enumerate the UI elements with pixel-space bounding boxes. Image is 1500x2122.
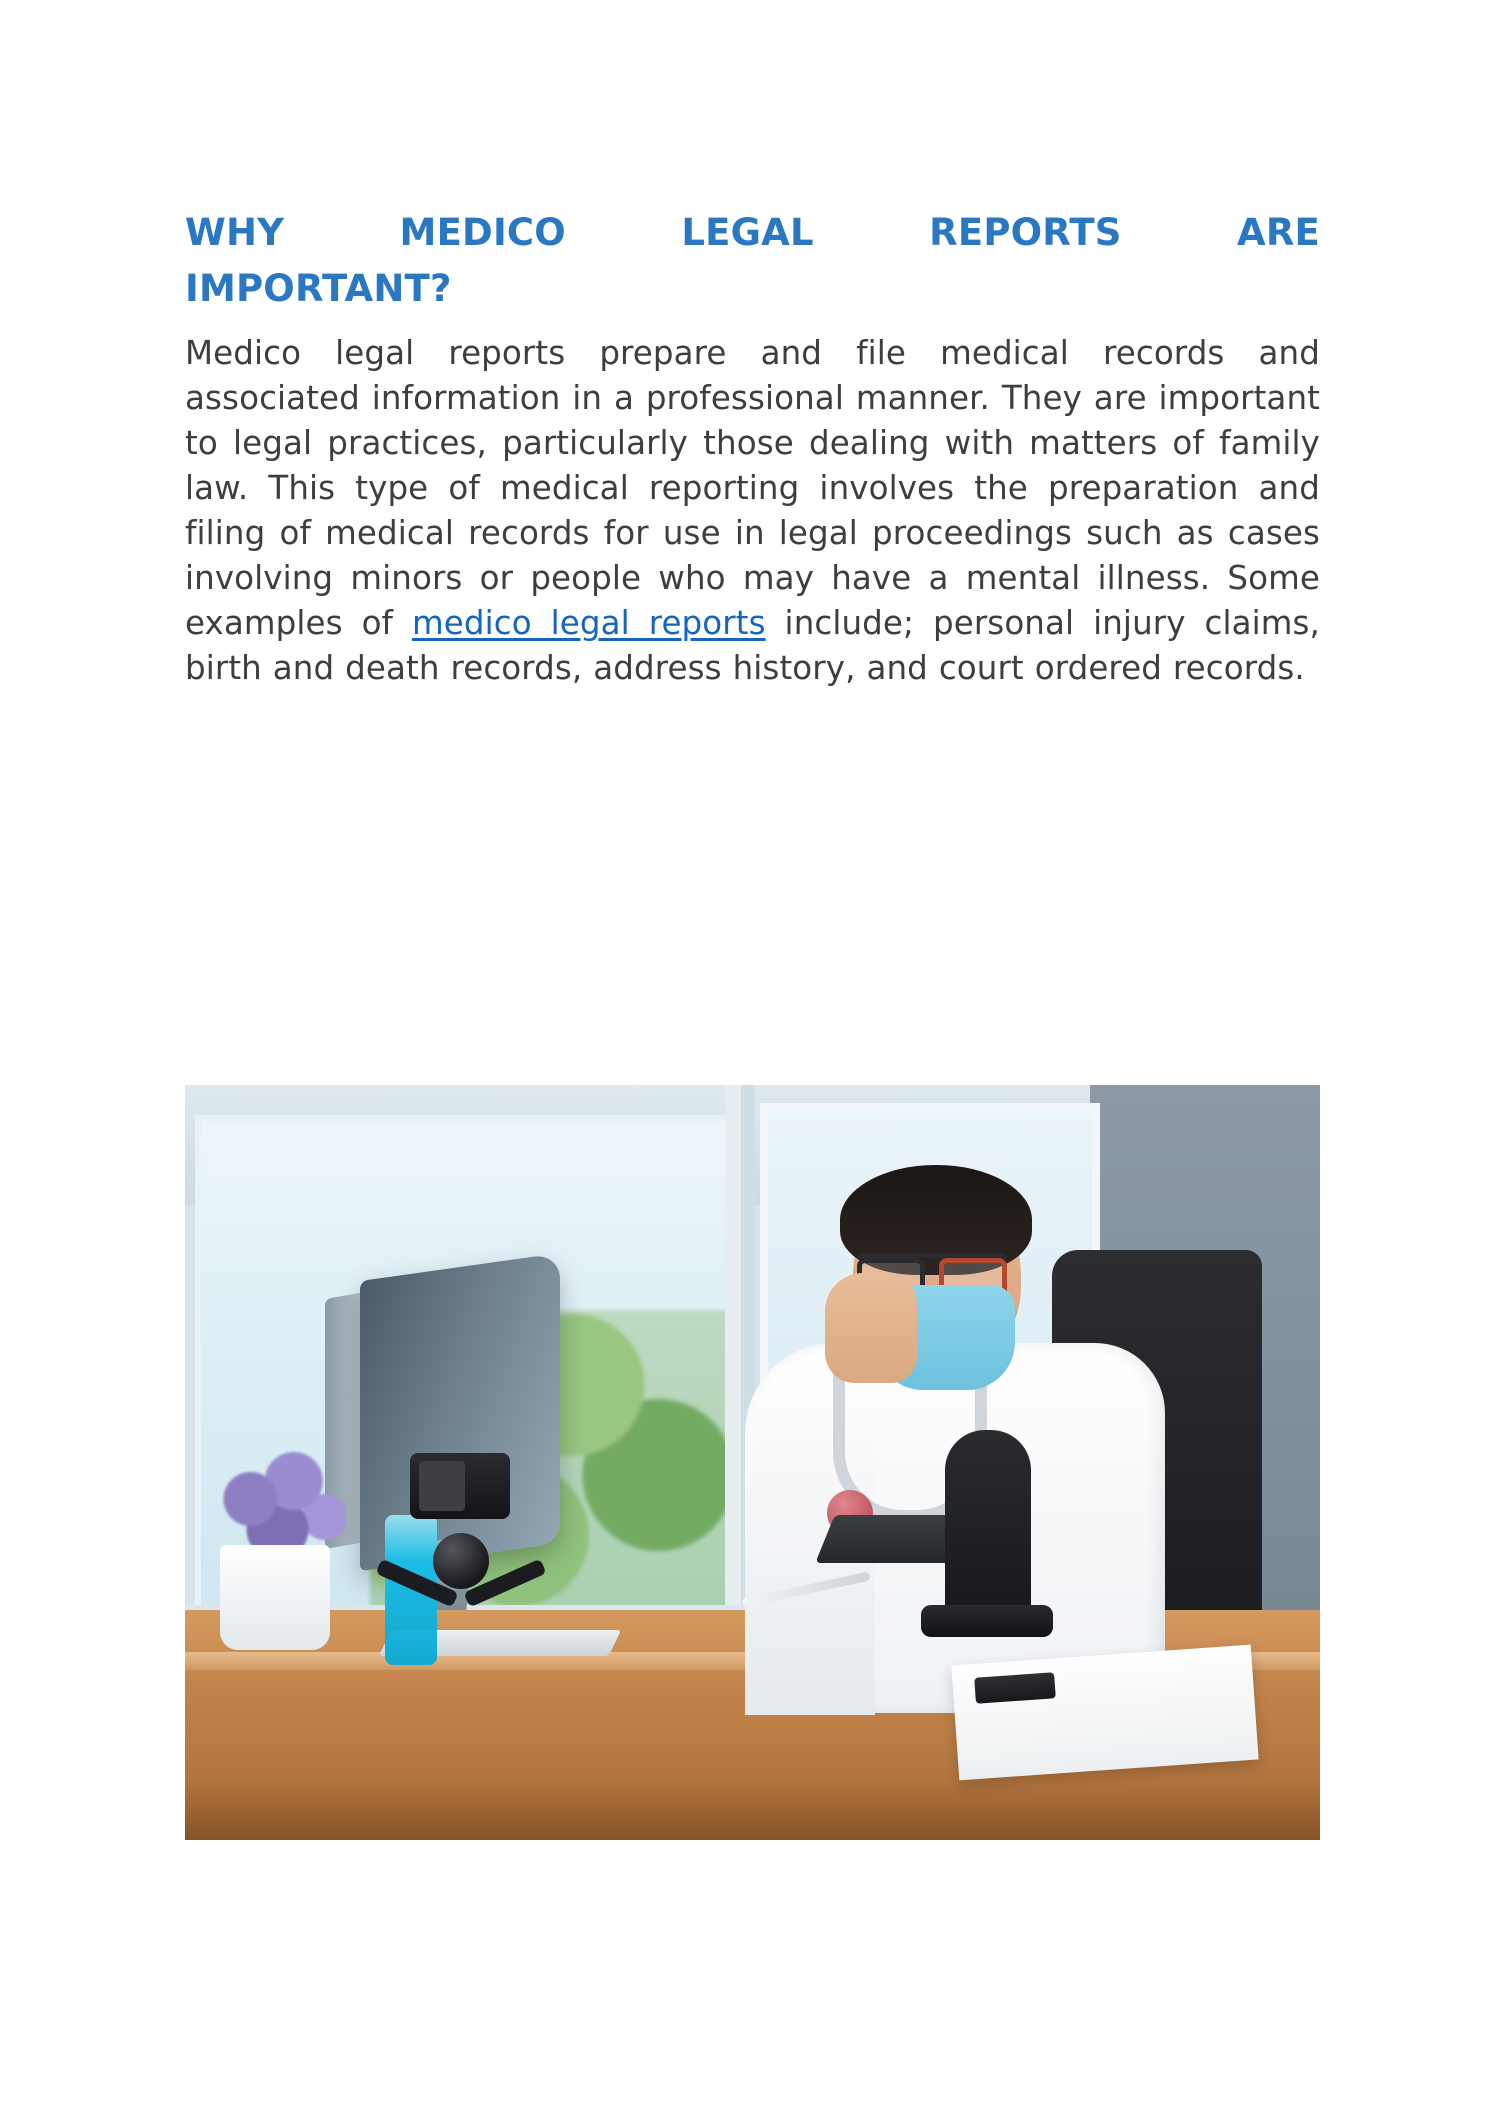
page-title <box>185 205 1320 317</box>
tripod-ball-head <box>433 1533 489 1589</box>
desk-shadow <box>185 1780 1320 1840</box>
microphone <box>945 1430 1031 1620</box>
clipboard-clip <box>974 1672 1056 1704</box>
paragraph-text-before-link: Medico legal reports prepare and file medical records and associated information in a professional manner. They are important to legal practices, particularly those dealing with matters of family law. This type of medical reporting involves the preparation and filing of medical records for use in legal proceedings such as cases involving minors or people who may have a mental illness. Some examples of <box>185 334 1320 643</box>
photo-composition <box>185 1085 1320 1840</box>
paragraph-text-after-link: include; personal injury claims, birth and death records, address history, and court ordered records. <box>185 604 1320 688</box>
article-content <box>185 205 1320 691</box>
page-title-line-2: IMPORTANT? <box>185 267 452 311</box>
doctor-at-desk-photo <box>185 1085 1320 1840</box>
phone-screen <box>419 1461 465 1511</box>
medico-legal-reports-link[interactable]: medico legal reports <box>412 604 766 643</box>
page-title-line-1: WHY MEDICO LEGAL REPORTS ARE <box>185 211 1320 254</box>
body-paragraph <box>185 331 1320 691</box>
microphone-base <box>921 1605 1053 1637</box>
clipboard-with-paper <box>951 1645 1258 1781</box>
doctor-hand <box>825 1273 917 1383</box>
plant-pot <box>220 1545 330 1650</box>
